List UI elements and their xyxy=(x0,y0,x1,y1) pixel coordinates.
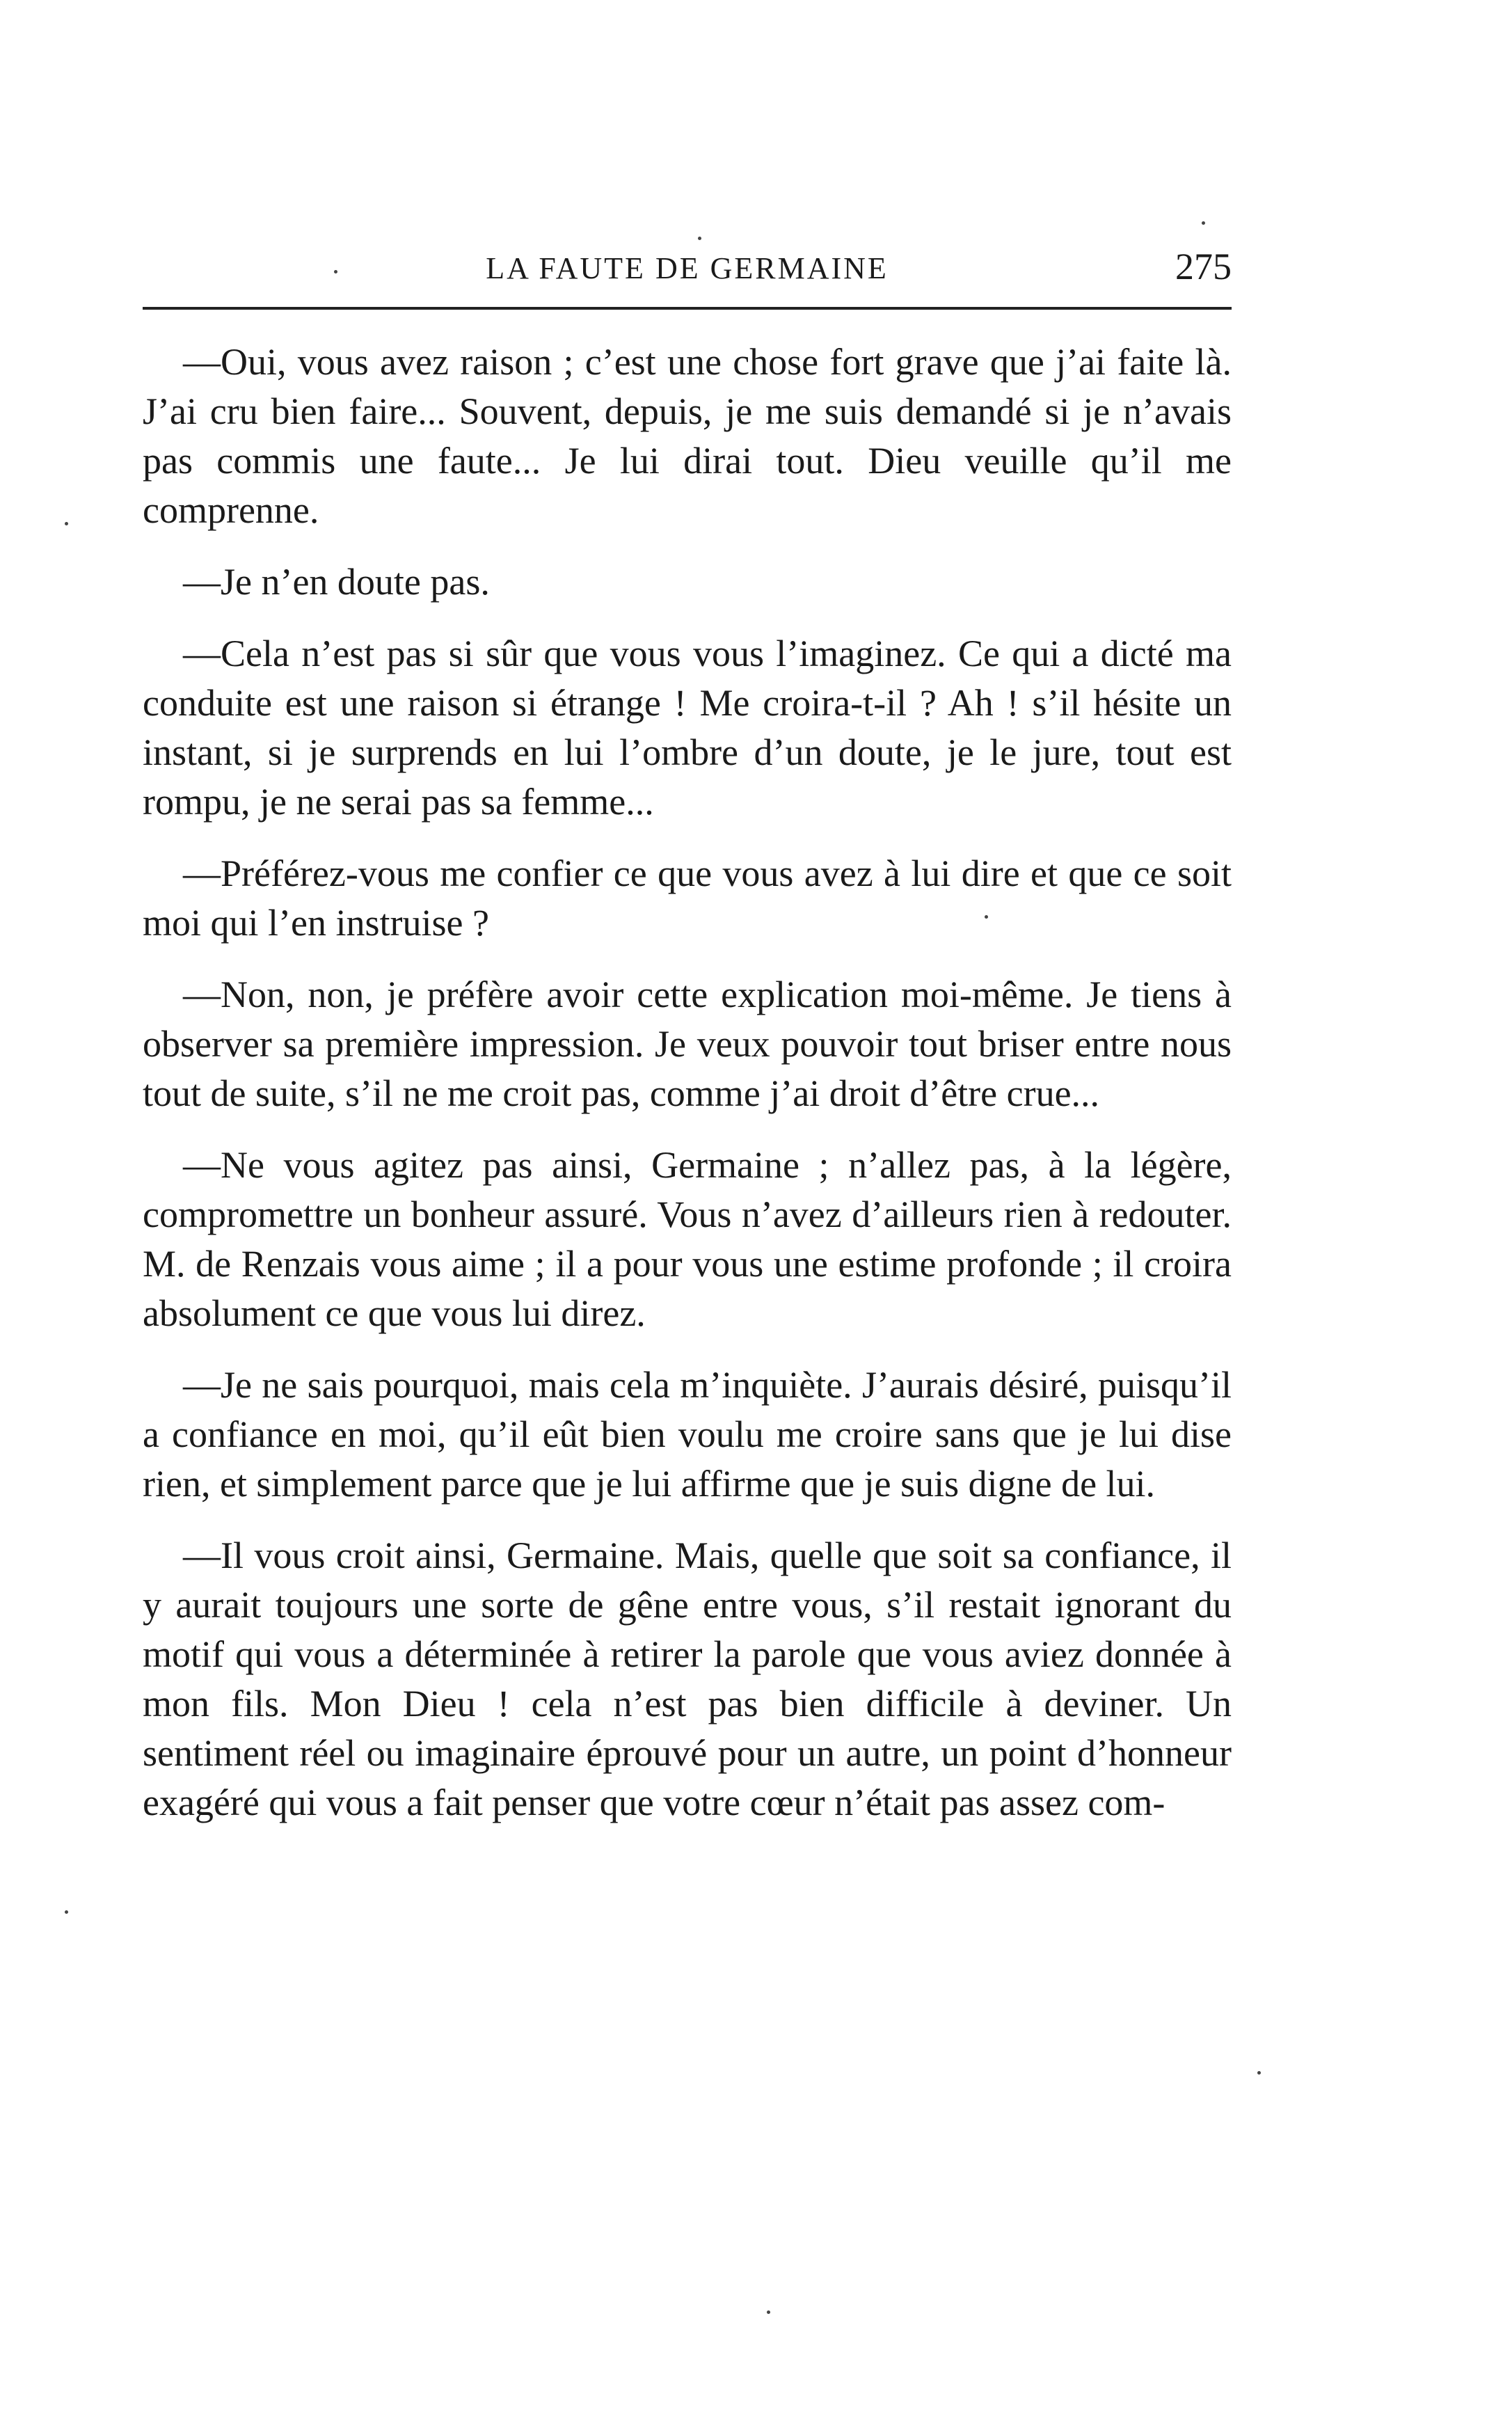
paragraph: —Ne vous agitez pas ainsi, Germaine ; n’allez pas, à la légère, compromettre un bonheur assuré. Vous n’avez d’ailleurs rien à redouter. M. de Renzais vous aime ; il a pour vous une estime profonde ; il croira absolument ce que vous lui direz. xyxy=(143,1144,1232,1334)
running-title: LA FAUTE DE GERMAINE xyxy=(486,251,889,285)
paragraph: —Oui, vous avez raison ; c’est une chose fort grave que j’ai faite là. J’ai cru bien faire... Souvent, depuis, je me suis demandé si je n’avais pas commis une faute... Je lui dirai tout. Dieu veuille qu’il me comprenne. xyxy=(143,341,1232,531)
header-rule xyxy=(143,307,1232,310)
page-header xyxy=(143,237,1232,303)
paragraph: —Préférez-vous me confier ce que vous avez à lui dire et que ce soit moi qui l’en instruise ? xyxy=(143,853,1232,944)
book-page xyxy=(143,237,1232,1850)
page-body xyxy=(143,338,1232,1828)
print-speck xyxy=(65,522,68,525)
paragraph: —Cela n’est pas si sûr que vous vous l’imaginez. Ce qui a dicté ma conduite est une raison si étrange ! Me croira-t-il ? Ah ! s’il hésite un instant, si je surprends en lui l’ombre d’un doute, je le jure, tout est rompu, je ne serai pas sa femme... xyxy=(143,633,1232,823)
paragraph: —Non, non, je préfère avoir cette explication moi-même. Je tiens à observer sa première impression. Je veux pouvoir tout briser entre nous tout de suite, s’il ne me croit pas, comme j’ai droit d’être crue... xyxy=(143,974,1232,1114)
print-speck xyxy=(767,2310,770,2314)
page-number: 275 xyxy=(1175,246,1232,287)
print-speck xyxy=(1257,2071,1261,2075)
paragraph: —Je ne sais pourquoi, mais cela m’inquiète. J’aurais désiré, puisqu’il a confiance en moi, qu’il eût bien voulu me croire sans que je lui dise rien, et simplement parce que je lui affirme que je suis digne de lui. xyxy=(143,1364,1232,1505)
paragraph: —Il vous croit ainsi, Germaine. Mais, quelle que soit sa confiance, il y aurait toujours une sorte de gêne entre vous, s’il restait ignorant du motif qui vous a déterminée à retirer la parole que vous aviez donnée à mon fils. Mon Dieu ! cela n’est pas bien difficile à deviner. Un sentiment réel ou imaginaire éprouvé pour un autre, un point d’honneur exagéré qui vous a fait penser que votre cœur n’était pas assez com- xyxy=(143,1535,1232,1823)
print-speck xyxy=(65,1910,68,1914)
print-speck xyxy=(1202,221,1205,225)
paragraph: —Je n’en doute pas. xyxy=(183,561,490,603)
